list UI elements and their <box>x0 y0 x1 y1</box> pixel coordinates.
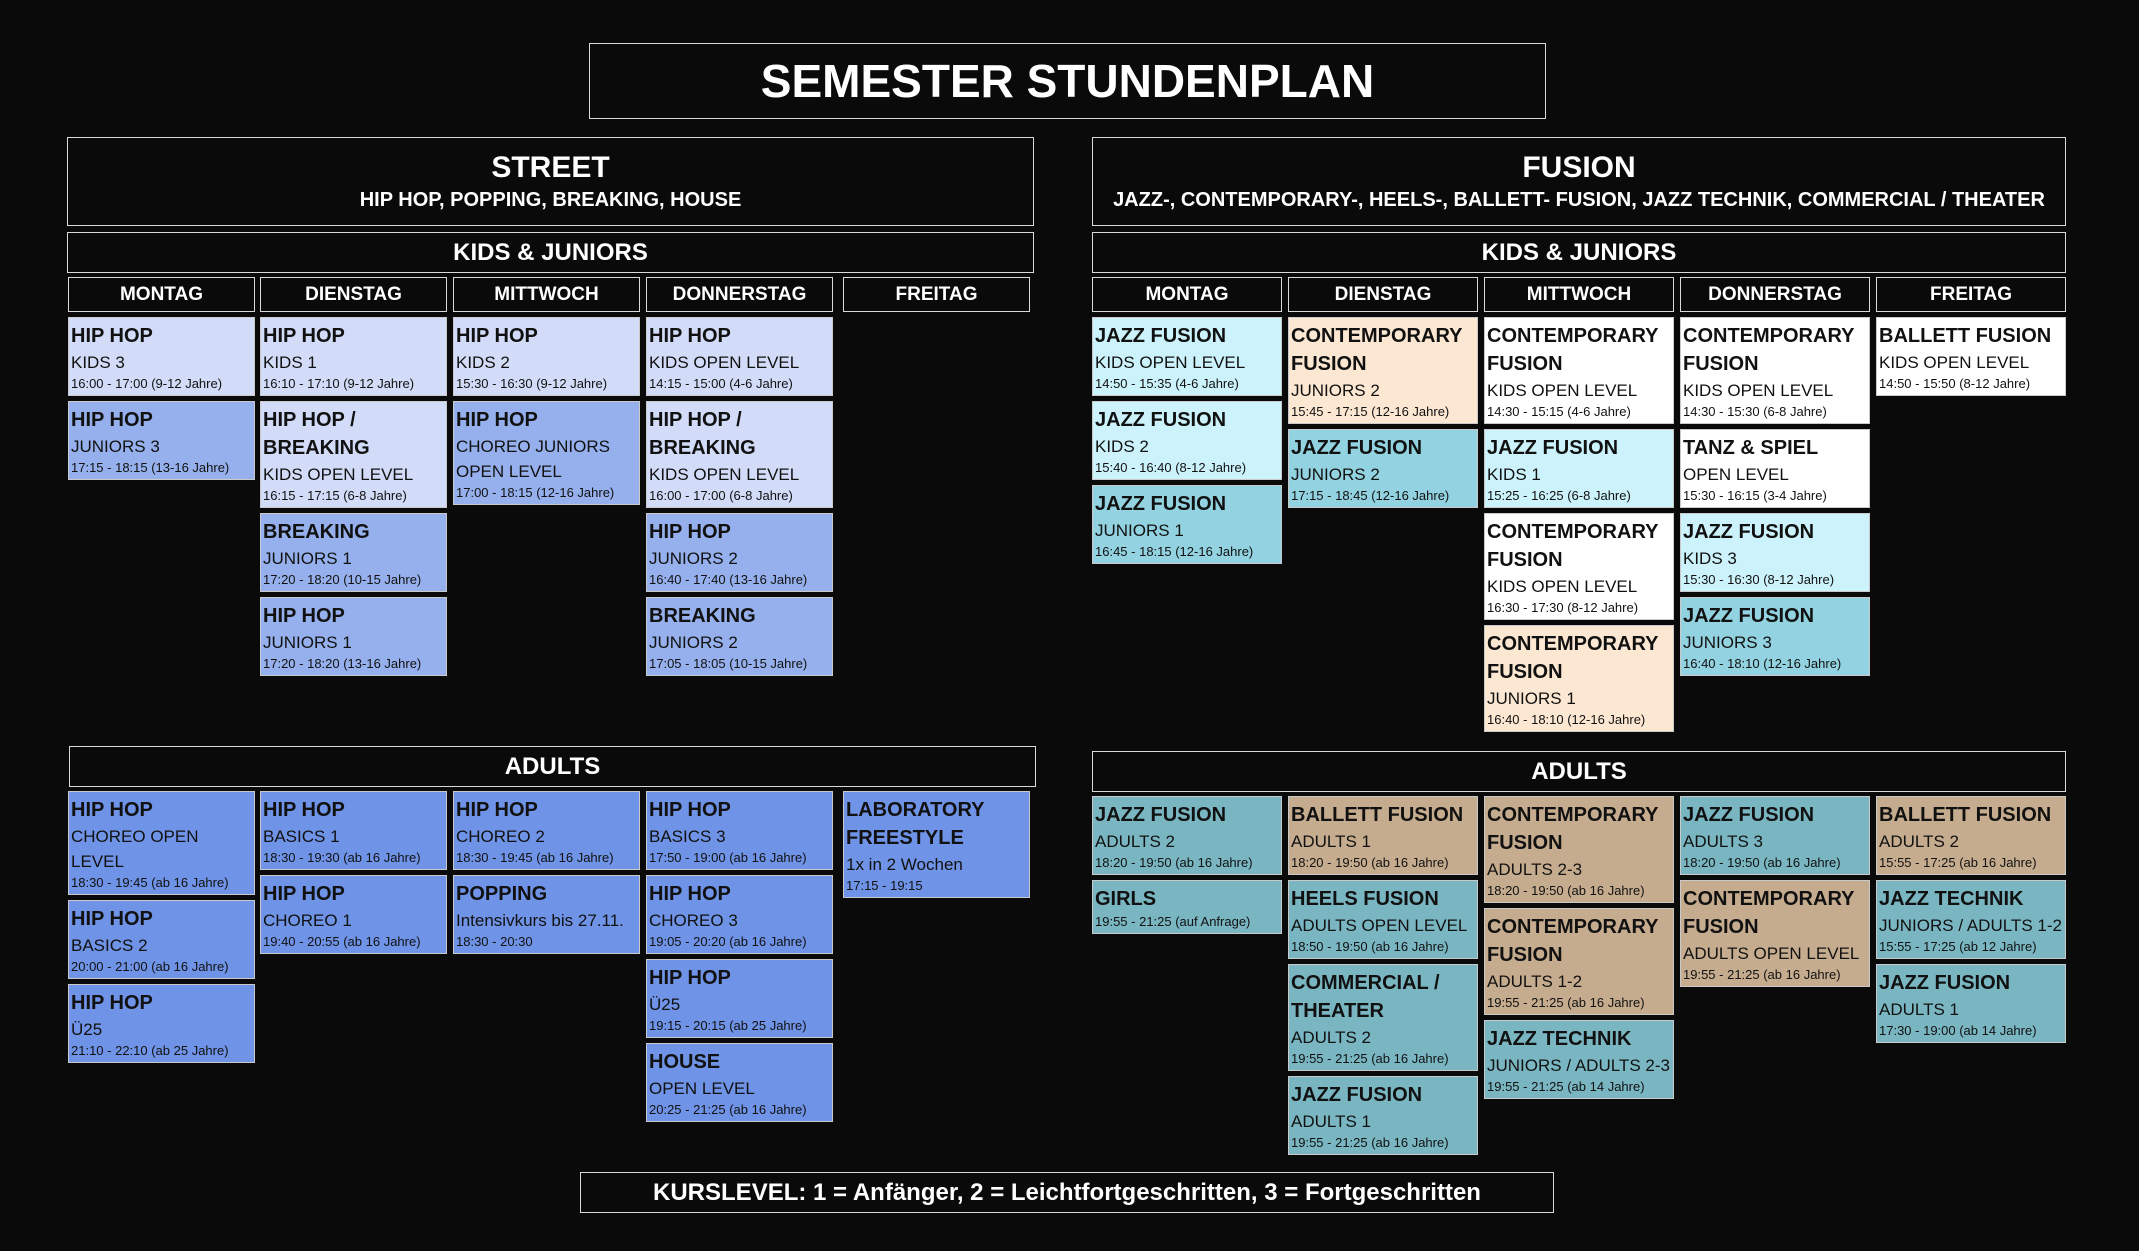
course-card[interactable] <box>453 317 640 396</box>
course-card[interactable] <box>1092 796 1282 875</box>
course-card[interactable] <box>1288 880 1478 959</box>
course-card[interactable] <box>646 401 833 508</box>
course-card[interactable] <box>1876 796 2066 875</box>
course-time: 17:30 - 19:00 (ab 14 Jahre) <box>1879 1023 2037 1038</box>
course-card[interactable] <box>260 875 447 954</box>
course-level: ADULTS 2 <box>1291 1028 1371 1047</box>
course-name: HIP HOP <box>263 325 345 347</box>
course-time: 18:20 - 19:50 (ab 16 Jahre) <box>1487 883 1645 898</box>
course-time: 15:40 - 16:40 (8-12 Jahre) <box>1095 460 1247 475</box>
course-level: JUNIORS 3 <box>1683 633 1772 652</box>
course-card[interactable] <box>453 401 640 505</box>
course-name: HIP HOP <box>456 799 538 821</box>
course-time: 17:00 - 18:15 (12-16 Jahre) <box>456 485 615 500</box>
course-level: KIDS OPEN LEVEL <box>1683 381 1834 400</box>
course-level: JUNIORS 1 <box>1487 689 1576 708</box>
course-time: 16:00 - 17:00 (6-8 Jahre) <box>649 488 793 503</box>
course-card[interactable] <box>646 513 833 592</box>
course-name: CONTEMPORARY FUSION <box>1487 521 1659 571</box>
course-level: ADULTS 1-2 <box>1487 972 1583 991</box>
day-header-montag: MONTAG <box>1092 277 1282 312</box>
course-time: 19:55 - 21:25 (ab 14 Jahre) <box>1487 1079 1645 1094</box>
street-kids-label: KIDS & JUNIORS <box>67 232 1034 273</box>
street-subtitle: HIP HOP, POPPING, BREAKING, HOUSE <box>359 189 742 211</box>
street-title: STREET <box>491 151 610 184</box>
course-card[interactable] <box>1092 485 1282 564</box>
course-time: 15:45 - 17:15 (12-16 Jahre) <box>1291 404 1450 419</box>
course-time: 14:30 - 15:30 (6-8 Jahre) <box>1683 404 1827 419</box>
course-time: 14:15 - 15:00 (4-6 Jahre) <box>649 376 793 391</box>
course-level: KIDS 3 <box>71 353 125 372</box>
course-level: KIDS 3 <box>1683 549 1737 568</box>
course-name: HIP HOP <box>649 883 731 905</box>
course-name: POPPING <box>456 883 548 905</box>
fusion-adults-label: ADULTS <box>1092 751 2066 792</box>
course-time: 15:30 - 16:15 (3-4 Jahre) <box>1683 488 1827 503</box>
course-time: 16:30 - 17:30 (8-12 Jahre) <box>1487 600 1639 615</box>
course-card[interactable] <box>1288 1076 1478 1155</box>
course-time: 15:25 - 16:25 (6-8 Jahre) <box>1487 488 1631 503</box>
course-card[interactable] <box>646 959 833 1038</box>
course-level: JUNIORS 2 <box>649 549 738 568</box>
course-card[interactable] <box>1092 401 1282 480</box>
course-time: 15:30 - 16:30 (9-12 Jahre) <box>456 376 608 391</box>
day-header-donnerstag: DONNERSTAG <box>1680 277 1870 312</box>
course-name: BALLETT FUSION <box>1879 804 2052 826</box>
fusion-title: FUSION <box>1522 151 1636 184</box>
street-header <box>67 137 1034 226</box>
course-name: JAZZ FUSION <box>1095 325 1227 347</box>
course-name: HIP HOP <box>71 799 153 821</box>
course-level: JUNIORS / ADULTS 2-3 <box>1487 1056 1670 1075</box>
course-card[interactable] <box>646 875 833 954</box>
course-time: 18:20 - 19:50 (ab 16 Jahre) <box>1095 855 1253 870</box>
course-card[interactable] <box>1680 880 1870 987</box>
day-header-freitag: FREITAG <box>1876 277 2066 312</box>
course-time: 16:15 - 17:15 (6-8 Jahre) <box>263 488 407 503</box>
course-time: 17:50 - 19:00 (ab 16 Jahre) <box>649 850 807 865</box>
course-name: GIRLS <box>1095 888 1157 910</box>
course-name: HIP HOP <box>649 521 731 543</box>
course-name: CONTEMPORARY FUSION <box>1683 325 1855 375</box>
course-time: 18:30 - 20:30 <box>456 934 533 949</box>
course-time: 18:20 - 19:50 (ab 16 Jahre) <box>1291 855 1449 870</box>
course-level: ADULTS 3 <box>1683 832 1763 851</box>
course-name: JAZZ FUSION <box>1291 437 1423 459</box>
course-name: HIP HOP <box>71 325 153 347</box>
course-level: BASICS 1 <box>263 827 340 846</box>
course-name: CONTEMPORARY FUSION <box>1291 325 1463 375</box>
course-level: JUNIORS 1 <box>263 549 352 568</box>
course-level: KIDS 1 <box>263 353 317 372</box>
course-time: 19:55 - 21:25 (ab 16 Jahre) <box>1487 995 1645 1010</box>
course-name: HIP HOP <box>71 992 153 1014</box>
course-name: JAZZ TECHNIK <box>1879 888 2024 910</box>
course-level: KIDS 2 <box>456 353 510 372</box>
course-time: 14:50 - 15:50 (8-12 Jahre) <box>1879 376 2031 391</box>
course-level: JUNIORS 2 <box>1291 381 1380 400</box>
course-name: COMMERCIAL / THEATER <box>1291 972 1440 1022</box>
course-level: KIDS OPEN LEVEL <box>1487 381 1638 400</box>
course-name: JAZZ FUSION <box>1095 493 1227 515</box>
course-name: HIP HOP <box>649 967 731 989</box>
course-name: JAZZ FUSION <box>1487 437 1619 459</box>
course-card[interactable] <box>1876 964 2066 1043</box>
course-level: KIDS OPEN LEVEL <box>1095 353 1246 372</box>
course-level: Ü25 <box>71 1020 103 1039</box>
course-time: 19:55 - 21:25 (auf Anfrage) <box>1095 914 1251 929</box>
day-header-dienstag: DIENSTAG <box>260 277 447 312</box>
course-time: 17:05 - 18:05 (10-15 Jahre) <box>649 656 808 671</box>
course-level: ADULTS OPEN LEVEL <box>1291 916 1468 935</box>
course-time: 20:00 - 21:00 (ab 16 Jahre) <box>71 959 229 974</box>
course-card[interactable] <box>1680 796 1870 875</box>
course-level: JUNIORS 3 <box>71 437 160 456</box>
course-name: HIP HOP <box>456 409 538 431</box>
course-level: OPEN LEVEL <box>649 1079 755 1098</box>
course-card[interactable] <box>1288 964 1478 1071</box>
course-name: TANZ & SPIEL <box>1683 437 1819 459</box>
day-header-mittwoch: MITTWOCH <box>453 277 640 312</box>
course-card[interactable] <box>68 317 255 396</box>
course-time: 17:15 - 18:45 (12-16 Jahre) <box>1291 488 1450 503</box>
course-name: HIP HOP <box>71 908 153 930</box>
course-level: OPEN LEVEL <box>1683 465 1789 484</box>
course-name: JAZZ FUSION <box>1683 804 1815 826</box>
course-card[interactable] <box>260 597 447 676</box>
course-time: 17:15 - 19:15 <box>846 878 923 893</box>
day-header-mittwoch: MITTWOCH <box>1484 277 1674 312</box>
course-card[interactable] <box>1484 908 1674 1015</box>
course-level: JUNIORS 1 <box>1095 521 1184 540</box>
course-level: ADULTS 1 <box>1291 832 1371 851</box>
course-level: Intensivkurs bis 27.11. <box>456 911 624 930</box>
course-time: 16:40 - 18:10 (12-16 Jahre) <box>1487 712 1646 727</box>
course-time: 18:30 - 19:45 (ab 16 Jahre) <box>456 850 614 865</box>
course-card[interactable] <box>260 513 447 592</box>
course-card[interactable] <box>646 1043 833 1122</box>
course-level: Ü25 <box>649 995 681 1014</box>
course-card[interactable] <box>646 317 833 396</box>
course-card[interactable] <box>1680 429 1870 508</box>
course-level: KIDS OPEN LEVEL <box>1487 577 1638 596</box>
course-time: 17:20 - 18:20 (13-16 Jahre) <box>263 656 422 671</box>
course-name: HIP HOP <box>263 605 345 627</box>
course-level: KIDS 1 <box>1487 465 1541 484</box>
course-name: CONTEMPORARY FUSION <box>1487 325 1659 375</box>
page-title: SEMESTER STUNDENPLAN <box>589 43 1546 119</box>
course-time: 18:50 - 19:50 (ab 16 Jahre) <box>1291 939 1449 954</box>
course-name: HIP HOP <box>263 799 345 821</box>
course-time: 17:15 - 18:15 (13-16 Jahre) <box>71 460 230 475</box>
course-card[interactable] <box>1680 597 1870 676</box>
course-name: JAZZ TECHNIK <box>1487 1028 1632 1050</box>
course-level: ADULTS 1 <box>1879 1000 1959 1019</box>
course-time: 15:55 - 17:25 (ab 12 Jahre) <box>1879 939 2037 954</box>
course-card[interactable] <box>1288 317 1478 424</box>
course-name: HIP HOP <box>263 883 345 905</box>
course-name: BREAKING <box>263 521 370 543</box>
course-time: 16:40 - 17:40 (13-16 Jahre) <box>649 572 808 587</box>
course-card[interactable] <box>646 597 833 676</box>
course-card[interactable] <box>1680 317 1870 424</box>
street-adults-label: ADULTS <box>69 746 1036 787</box>
course-time: 19:55 - 21:25 (ab 16 Jahre) <box>1291 1135 1449 1150</box>
course-card[interactable] <box>68 401 255 480</box>
course-time: 18:30 - 19:30 (ab 16 Jahre) <box>263 850 421 865</box>
course-name: CONTEMPORARY FUSION <box>1487 804 1659 854</box>
course-level: ADULTS 2-3 <box>1487 860 1583 879</box>
course-level: CHOREO 1 <box>263 911 352 930</box>
fusion-subtitle: JAZZ-, CONTEMPORARY-, HEELS-, BALLETT- FUSION, JAZZ TECHNIK, COMMERCIAL / THEATER <box>1113 189 2045 211</box>
course-card[interactable] <box>843 791 1030 898</box>
course-time: 17:20 - 18:20 (10-15 Jahre) <box>263 572 422 587</box>
course-card[interactable] <box>260 401 447 508</box>
course-card[interactable] <box>646 791 833 870</box>
course-level: BASICS 3 <box>649 827 726 846</box>
day-header-donnerstag: DONNERSTAG <box>646 277 833 312</box>
fusion-kids-label: KIDS & JUNIORS <box>1092 232 2066 273</box>
course-name: HIP HOP / BREAKING <box>649 409 756 459</box>
course-card[interactable] <box>68 791 255 895</box>
course-card[interactable] <box>453 875 640 954</box>
course-level-legend: KURSLEVEL: 1 = Anfänger, 2 = Leichtfortgeschritten, 3 = Fortgeschritten <box>580 1172 1554 1213</box>
course-card[interactable] <box>68 984 255 1063</box>
course-level: ADULTS OPEN LEVEL <box>1683 944 1860 963</box>
course-level: CHOREO 3 <box>649 911 738 930</box>
day-header-dienstag: DIENSTAG <box>1288 277 1478 312</box>
course-time: 14:50 - 15:35 (4-6 Jahre) <box>1095 376 1239 391</box>
course-card[interactable] <box>1288 796 1478 875</box>
course-level: JUNIORS 1 <box>263 633 352 652</box>
course-card[interactable] <box>1484 513 1674 620</box>
course-name: JAZZ FUSION <box>1683 605 1815 627</box>
course-card[interactable] <box>260 791 447 870</box>
course-level: KIDS OPEN LEVEL <box>1879 353 2030 372</box>
course-time: 15:55 - 17:25 (ab 16 Jahre) <box>1879 855 2037 870</box>
course-name: JAZZ FUSION <box>1095 409 1227 431</box>
course-level: ADULTS 2 <box>1095 832 1175 851</box>
course-name: HOUSE <box>649 1051 721 1073</box>
course-card[interactable] <box>1876 880 2066 959</box>
course-time: 19:05 - 20:20 (ab 16 Jahre) <box>649 934 807 949</box>
course-level: JUNIORS / ADULTS 1-2 <box>1879 916 2062 935</box>
course-name: BREAKING <box>649 605 756 627</box>
course-name: CONTEMPORARY FUSION <box>1683 888 1855 938</box>
course-level: CHOREO JUNIORS OPEN LEVEL <box>456 437 610 481</box>
course-time: 19:55 - 21:25 (ab 16 Jahre) <box>1683 967 1841 982</box>
course-time: 18:30 - 19:45 (ab 16 Jahre) <box>71 875 229 890</box>
course-level: KIDS OPEN LEVEL <box>263 465 414 484</box>
course-name: LABORATORY FREESTYLE <box>846 799 985 849</box>
course-time: 15:30 - 16:30 (8-12 Jahre) <box>1683 572 1835 587</box>
course-level: 1x in 2 Wochen <box>846 855 963 874</box>
course-level: CHOREO 2 <box>456 827 545 846</box>
course-card[interactable] <box>1092 880 1282 934</box>
fusion-header <box>1092 137 2066 226</box>
course-name: CONTEMPORARY FUSION <box>1487 916 1659 966</box>
course-time: 19:55 - 21:25 (ab 16 Jahre) <box>1291 1051 1449 1066</box>
course-name: HIP HOP / BREAKING <box>263 409 370 459</box>
course-level: KIDS OPEN LEVEL <box>649 353 800 372</box>
course-level: KIDS OPEN LEVEL <box>649 465 800 484</box>
course-level: JUNIORS 2 <box>649 633 738 652</box>
course-time: 19:40 - 20:55 (ab 16 Jahre) <box>263 934 421 949</box>
course-card[interactable] <box>453 791 640 870</box>
course-name: JAZZ FUSION <box>1095 804 1227 826</box>
course-card[interactable] <box>1092 317 1282 396</box>
course-card[interactable] <box>1484 429 1674 508</box>
course-time: 14:30 - 15:15 (4-6 Jahre) <box>1487 404 1631 419</box>
course-card[interactable] <box>1484 796 1674 903</box>
course-time: 16:45 - 18:15 (12-16 Jahre) <box>1095 544 1254 559</box>
course-card[interactable] <box>1484 1020 1674 1099</box>
course-card[interactable] <box>1680 513 1870 592</box>
course-name: JAZZ FUSION <box>1683 521 1815 543</box>
course-name: HIP HOP <box>456 325 538 347</box>
course-level: ADULTS 1 <box>1291 1112 1371 1131</box>
course-name: HIP HOP <box>649 325 731 347</box>
course-time: 16:40 - 18:10 (12-16 Jahre) <box>1683 656 1842 671</box>
course-level: CHOREO OPEN LEVEL <box>71 827 199 871</box>
course-name: JAZZ FUSION <box>1879 972 2011 994</box>
course-time: 16:10 - 17:10 (9-12 Jahre) <box>263 376 415 391</box>
course-time: 21:10 - 22:10 (ab 25 Jahre) <box>71 1043 229 1058</box>
course-name: HEELS FUSION <box>1291 888 1439 910</box>
course-card[interactable] <box>1484 625 1674 732</box>
course-card[interactable] <box>1876 317 2066 396</box>
day-header-freitag: FREITAG <box>843 277 1030 312</box>
course-name: HIP HOP <box>649 799 731 821</box>
course-card[interactable] <box>1288 429 1478 508</box>
course-name: BALLETT FUSION <box>1879 325 2052 347</box>
course-level: BASICS 2 <box>71 936 148 955</box>
course-time: 20:25 - 21:25 (ab 16 Jahre) <box>649 1102 807 1117</box>
course-level: JUNIORS 2 <box>1291 465 1380 484</box>
course-level: KIDS 2 <box>1095 437 1149 456</box>
course-name: HIP HOP <box>71 409 153 431</box>
day-header-montag: MONTAG <box>68 277 255 312</box>
course-name: CONTEMPORARY FUSION <box>1487 633 1659 683</box>
course-card[interactable] <box>1484 317 1674 424</box>
course-name: JAZZ FUSION <box>1291 1084 1423 1106</box>
course-time: 19:15 - 20:15 (ab 25 Jahre) <box>649 1018 807 1033</box>
course-level: ADULTS 2 <box>1879 832 1959 851</box>
course-time: 16:00 - 17:00 (9-12 Jahre) <box>71 376 223 391</box>
course-card[interactable] <box>68 900 255 979</box>
course-card[interactable] <box>260 317 447 396</box>
course-name: BALLETT FUSION <box>1291 804 1464 826</box>
course-time: 18:20 - 19:50 (ab 16 Jahre) <box>1683 855 1841 870</box>
